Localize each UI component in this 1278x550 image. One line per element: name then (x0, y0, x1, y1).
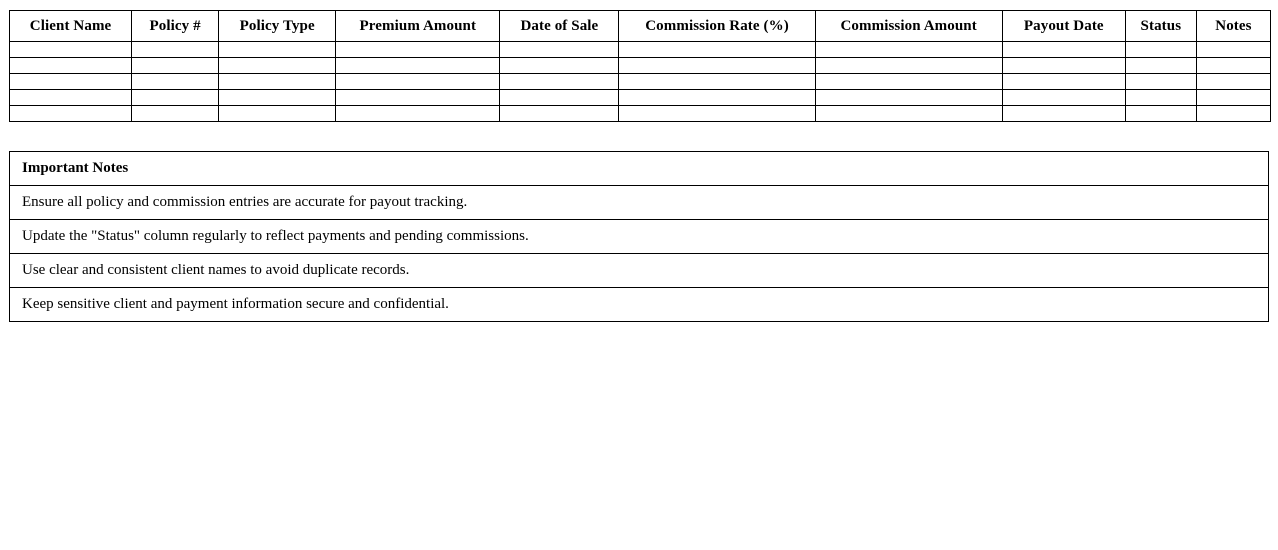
cell-policy-number[interactable] (132, 42, 219, 58)
cell-policy-number[interactable] (132, 58, 219, 74)
cell-date-of-sale[interactable] (500, 74, 619, 90)
note-item-2: Update the "Status" column regularly to reflect payments and pending commissions. (10, 220, 1269, 254)
table-row[interactable] (10, 58, 1271, 74)
commission-table-body (10, 42, 1271, 122)
table-row[interactable] (10, 42, 1271, 58)
list-item (10, 288, 1269, 322)
cell-payout-date[interactable] (1002, 42, 1125, 58)
list-item (10, 186, 1269, 220)
cell-policy-number[interactable] (132, 106, 219, 122)
cell-date-of-sale[interactable] (500, 42, 619, 58)
cell-client-name[interactable] (10, 74, 132, 90)
cell-client-name[interactable] (10, 58, 132, 74)
commission-table-header (10, 11, 1271, 42)
cell-commission-amount[interactable] (815, 42, 1002, 58)
commission-table-container (9, 10, 1271, 122)
cell-commission-amount[interactable] (815, 90, 1002, 106)
note-item-3: Use clear and consistent client names to avoid duplicate records. (10, 254, 1269, 288)
table-header-row (10, 11, 1271, 42)
cell-policy-number[interactable] (132, 74, 219, 90)
cell-client-name[interactable] (10, 106, 132, 122)
cell-status[interactable] (1125, 58, 1196, 74)
cell-payout-date[interactable] (1002, 74, 1125, 90)
list-item (10, 254, 1269, 288)
table-row[interactable] (10, 106, 1271, 122)
column-header-policy-type: Policy Type (219, 11, 336, 42)
cell-client-name[interactable] (10, 42, 132, 58)
cell-commission-rate[interactable] (619, 74, 815, 90)
cell-date-of-sale[interactable] (500, 106, 619, 122)
cell-status[interactable] (1125, 42, 1196, 58)
table-row[interactable] (10, 90, 1271, 106)
note-item-4: Keep sensitive client and payment information secure and confidential. (10, 288, 1269, 322)
cell-premium-amount[interactable] (336, 42, 500, 58)
note-item-1: Ensure all policy and commission entries are accurate for payout tracking. (10, 186, 1269, 220)
cell-policy-type[interactable] (219, 90, 336, 106)
cell-status[interactable] (1125, 90, 1196, 106)
column-header-commission-amount: Commission Amount (815, 11, 1002, 42)
cell-commission-rate[interactable] (619, 42, 815, 58)
cell-commission-rate[interactable] (619, 106, 815, 122)
notes-heading-row (10, 152, 1269, 186)
cell-policy-type[interactable] (219, 42, 336, 58)
column-header-commission-rate: Commission Rate (%) (619, 11, 815, 42)
column-header-client-name: Client Name (10, 11, 132, 42)
column-header-date-of-sale: Date of Sale (500, 11, 619, 42)
cell-policy-type[interactable] (219, 106, 336, 122)
commission-table (9, 10, 1271, 122)
cell-commission-amount[interactable] (815, 74, 1002, 90)
cell-policy-type[interactable] (219, 74, 336, 90)
cell-notes[interactable] (1196, 90, 1270, 106)
cell-commission-rate[interactable] (619, 58, 815, 74)
cell-date-of-sale[interactable] (500, 90, 619, 106)
important-notes-table (9, 151, 1269, 322)
list-item (10, 220, 1269, 254)
column-header-policy-number: Policy # (132, 11, 219, 42)
cell-premium-amount[interactable] (336, 106, 500, 122)
cell-status[interactable] (1125, 74, 1196, 90)
cell-notes[interactable] (1196, 74, 1270, 90)
table-row[interactable] (10, 74, 1271, 90)
cell-notes[interactable] (1196, 42, 1270, 58)
important-notes-container (9, 151, 1269, 322)
column-header-payout-date: Payout Date (1002, 11, 1125, 42)
important-notes-heading: Important Notes (10, 152, 1269, 186)
cell-date-of-sale[interactable] (500, 58, 619, 74)
cell-premium-amount[interactable] (336, 74, 500, 90)
cell-client-name[interactable] (10, 90, 132, 106)
cell-commission-rate[interactable] (619, 90, 815, 106)
column-header-status: Status (1125, 11, 1196, 42)
cell-premium-amount[interactable] (336, 58, 500, 74)
column-header-premium-amount: Premium Amount (336, 11, 500, 42)
cell-payout-date[interactable] (1002, 58, 1125, 74)
cell-notes[interactable] (1196, 58, 1270, 74)
column-header-notes: Notes (1196, 11, 1270, 42)
cell-premium-amount[interactable] (336, 90, 500, 106)
cell-commission-amount[interactable] (815, 58, 1002, 74)
cell-payout-date[interactable] (1002, 90, 1125, 106)
cell-commission-amount[interactable] (815, 106, 1002, 122)
cell-policy-number[interactable] (132, 90, 219, 106)
cell-notes[interactable] (1196, 106, 1270, 122)
cell-payout-date[interactable] (1002, 106, 1125, 122)
cell-policy-type[interactable] (219, 58, 336, 74)
cell-status[interactable] (1125, 106, 1196, 122)
